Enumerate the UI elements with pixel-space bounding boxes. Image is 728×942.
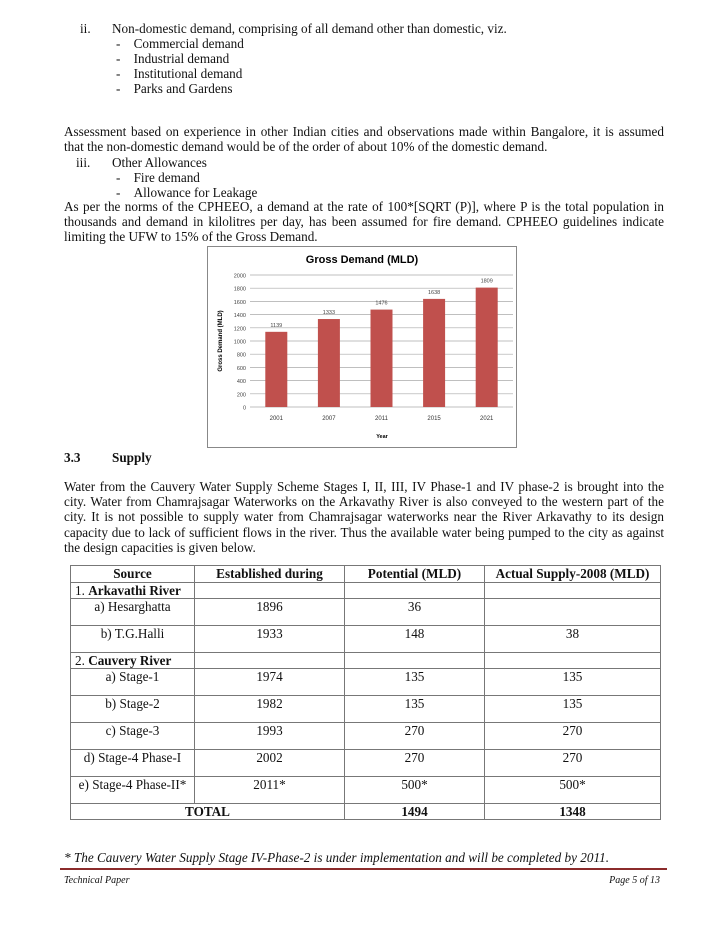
section-number: 3.3 xyxy=(64,450,81,465)
table-cell: a) Stage-1 xyxy=(71,669,195,696)
y-tick-label: 800 xyxy=(236,352,246,359)
empty-cell xyxy=(195,583,345,599)
chart-title: Gross Demand (MLD) xyxy=(305,254,419,266)
list-subitem xyxy=(116,51,229,66)
data-label: 1476 xyxy=(375,300,388,307)
column-header: Potential (MLD) xyxy=(345,566,485,583)
y-tick-label: 1000 xyxy=(233,339,246,346)
table-cell: 1933 xyxy=(195,626,345,653)
y-tick-label: 1800 xyxy=(233,286,246,293)
list-subitem xyxy=(116,170,200,185)
chart-svg xyxy=(208,247,516,447)
group-row xyxy=(71,653,661,669)
empty-cell xyxy=(345,583,485,599)
dash: - xyxy=(116,170,134,185)
table-row xyxy=(71,750,661,777)
footer-rule xyxy=(60,868,667,870)
table-cell: 148 xyxy=(345,626,485,653)
y-tick-label: 2000 xyxy=(233,273,246,280)
table-cell: 1896 xyxy=(195,599,345,626)
table-cell: 270 xyxy=(485,723,661,750)
table-cell: e) Stage-4 Phase-II* xyxy=(71,777,195,804)
y-tick-label: 1600 xyxy=(233,299,246,306)
bar xyxy=(476,288,498,407)
table-row xyxy=(71,723,661,750)
group-row xyxy=(71,583,661,599)
supply-table xyxy=(70,565,661,820)
list-subitem-label: Commercial demand xyxy=(133,36,244,51)
bar xyxy=(265,332,287,407)
table-row xyxy=(71,696,661,723)
list-subitem xyxy=(116,36,244,51)
list-text: Non-domestic demand, comprising of all demand other than domestic, viz. xyxy=(112,21,507,36)
table-cell: b) T.G.Halli xyxy=(71,626,195,653)
table-cell: 270 xyxy=(345,750,485,777)
dash: - xyxy=(116,81,134,96)
empty-cell xyxy=(345,653,485,669)
list-num: ii. xyxy=(80,21,91,36)
data-label: 1638 xyxy=(427,289,441,296)
table-cell: 270 xyxy=(485,750,661,777)
table-cell: 1974 xyxy=(195,669,345,696)
list-subitem xyxy=(116,66,242,81)
data-label: 1809 xyxy=(480,278,493,285)
table-cell: 500* xyxy=(345,777,485,804)
data-label: 1333 xyxy=(322,310,336,317)
table-cell: 135 xyxy=(345,669,485,696)
table-row xyxy=(71,599,661,626)
dash: - xyxy=(116,185,134,200)
total-actual: 1348 xyxy=(485,804,661,820)
y-axis-label: Gross Demand (MLD) xyxy=(218,310,224,372)
paragraph: As per the norms of the CPHEEO, a demand at the rate of 100*[SQRT (P)], where P is the total population in thousands and demand in kilolitres per day, has been assumed for fire demand. CPHEEO guidelines indicate limiting the UFW to 15% of the Gross Demand. xyxy=(64,199,664,245)
table-cell: 38 xyxy=(485,626,661,653)
dash: - xyxy=(116,66,134,81)
column-header: Source xyxy=(71,566,195,583)
footer-page: Page 5 of 13 xyxy=(609,875,660,886)
bar xyxy=(318,319,340,407)
total-potential: 1494 xyxy=(345,804,485,820)
table-cell: 2002 xyxy=(195,750,345,777)
y-tick-label: 0 xyxy=(242,405,246,412)
empty-cell xyxy=(485,653,661,669)
list-subitem-label: Allowance for Leakage xyxy=(133,185,258,200)
list-subitem-label: Industrial demand xyxy=(133,51,230,66)
x-tick-label: 2021 xyxy=(480,416,494,422)
column-header: Actual Supply-2008 (MLD) xyxy=(485,566,661,583)
column-header: Established during xyxy=(195,566,345,583)
table-cell: 135 xyxy=(485,696,661,723)
table-cell: 135 xyxy=(485,669,661,696)
group-number: 2. xyxy=(75,653,85,668)
list-subitem-label: Institutional demand xyxy=(133,66,243,81)
table-cell: 36 xyxy=(345,599,485,626)
x-tick-label: 2011 xyxy=(375,416,388,422)
table-cell: 270 xyxy=(345,723,485,750)
list-num: iii. xyxy=(76,155,91,170)
group-number: 1. xyxy=(75,583,85,598)
table-cell: c) Stage-3 xyxy=(71,723,195,750)
section-title: Supply xyxy=(112,450,152,465)
table-cell: 500* xyxy=(485,777,661,804)
footer-left: Technical Paper xyxy=(64,875,130,886)
bar xyxy=(423,299,445,407)
table-cell xyxy=(485,599,661,626)
table-cell: 2011* xyxy=(195,777,345,804)
dash: - xyxy=(116,36,134,51)
x-tick-label: 2015 xyxy=(427,416,441,422)
empty-cell xyxy=(485,583,661,599)
table-row xyxy=(71,626,661,653)
list-text: Other Allowances xyxy=(112,155,207,170)
table-cell: b) Stage-2 xyxy=(71,696,195,723)
paragraph: Assessment based on experience in other Indian cities and observations made within Bangalore, it is assumed that the non-domestic demand would be of the order of about 10% of the domestic demand. xyxy=(64,124,664,155)
bar xyxy=(371,310,393,407)
y-tick-label: 600 xyxy=(236,365,246,372)
y-tick-label: 1400 xyxy=(233,313,246,320)
footnote: * The Cauvery Water Supply Stage IV-Phase-2 is under implementation and will be completed by 2011. xyxy=(64,850,609,865)
data-label: 1139 xyxy=(270,322,283,329)
list-subitem xyxy=(116,185,257,200)
empty-cell xyxy=(195,653,345,669)
group-cell xyxy=(71,583,195,599)
x-tick-label: 2001 xyxy=(269,416,283,422)
table-cell: a) Hesarghatta xyxy=(71,599,195,626)
x-tick-label: 2007 xyxy=(322,416,336,422)
table-row xyxy=(71,777,661,804)
group-cell xyxy=(71,653,195,669)
y-tick-label: 400 xyxy=(236,379,246,386)
table-header-row xyxy=(71,566,661,583)
total-row xyxy=(71,804,661,820)
y-tick-label: 200 xyxy=(236,392,246,399)
table-cell: 1982 xyxy=(195,696,345,723)
dash: - xyxy=(116,51,134,66)
table-cell: d) Stage-4 Phase-I xyxy=(71,750,195,777)
list-subitem-label: Parks and Gardens xyxy=(133,81,233,96)
gross-demand-chart xyxy=(207,246,517,448)
list-subitem xyxy=(116,81,232,96)
x-axis-label: Year xyxy=(376,434,388,440)
paragraph: Water from the Cauvery Water Supply Scheme Stages I, II, III, IV Phase-1 and IV phase-2 is brought into the city. Water from Chamrajsagar Waterworks on the Arkavathy River is also conveyed to the western part of the city. It is not possible to supply water from Chamrajsagar waterworks near the River Arkavathy to its design capacity due to lack of sufficient flows in the river. Thus the available water being pumped to the city as against the design capacities is given below. xyxy=(64,479,664,555)
group-name: Arkavathi River xyxy=(88,583,181,598)
table-row xyxy=(71,669,661,696)
group-name: Cauvery River xyxy=(88,653,172,668)
y-tick-label: 1200 xyxy=(233,326,246,333)
list-subitem-label: Fire demand xyxy=(133,170,200,185)
total-label: TOTAL xyxy=(71,804,345,820)
table-cell: 1993 xyxy=(195,723,345,750)
table-cell: 135 xyxy=(345,696,485,723)
